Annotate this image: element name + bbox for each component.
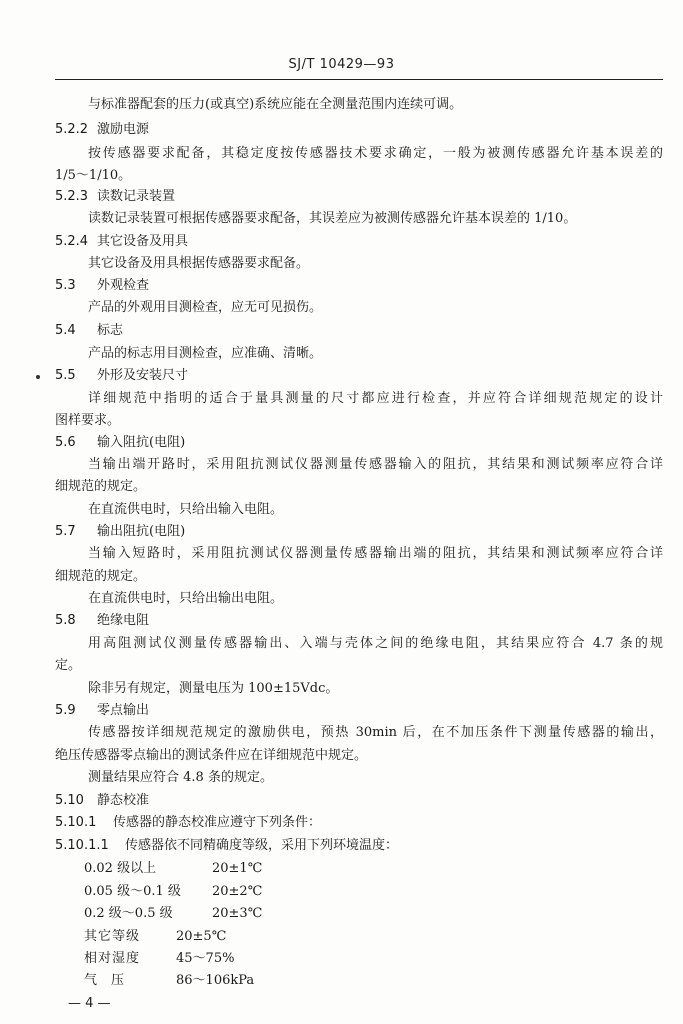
header-rule [55, 79, 663, 80]
section-heading-5-2-2 [55, 122, 149, 138]
section-number: 5.6 [55, 435, 76, 450]
section-title: 静态校准 [97, 793, 150, 808]
section-number: 5.7 [55, 524, 76, 539]
section-title: 标志 [97, 323, 124, 338]
pressure-label: 气压 [84, 973, 139, 988]
paragraph-line: 测量结果应符合 4.8 条的规定。 [88, 770, 273, 785]
paragraph-line: 当输入短路时，采用阻抗测试仪器测量传感器输出端的阻抗，其结果和测试频率应符合详 [88, 546, 663, 561]
section-heading-5-10-1 [55, 815, 321, 831]
section-heading-5-10 [55, 793, 149, 809]
section-heading-5-5 [55, 368, 188, 384]
paragraph-line: 与标准器配套的压力(或真空)系统应能在全测量范围内连续可调。 [88, 97, 463, 112]
section-heading-5-10-1-1 [55, 838, 398, 854]
section-number: 5.8 [55, 613, 76, 628]
margin-mark [36, 375, 40, 379]
temperature-value: 20±3℃ [212, 906, 263, 921]
paragraph-line: 产品的标志用目测检查，应准确、清晰。 [88, 346, 323, 361]
section-title: 输出阻抗(电阻) [97, 524, 186, 539]
paragraph-line: 读数记录装置可根据传感器要求配备，其误差应为被测传感器允许基本误差的 1/10。 [88, 211, 577, 226]
section-number: 5.2.4 [55, 234, 89, 249]
section-number: 5.5 [55, 368, 76, 383]
section-title: 输入阻抗(电阻) [97, 435, 186, 450]
section-title: 传感器的静态校准应遵守下列条件： [113, 815, 322, 830]
temperature-value: 20±1℃ [212, 861, 263, 876]
section-heading-5-9 [55, 703, 149, 719]
accuracy-level: 0.05 级～0.1 级 [84, 884, 181, 899]
section-number: 5.10 [55, 793, 84, 808]
paragraph-line: 按传感器要求配备，其稳定度按传感器技术要求确定，一般为被测传感器允许基本误差的 [88, 146, 663, 161]
section-number: 5.10.1.1 [55, 838, 109, 853]
pressure-row [84, 973, 254, 989]
section-heading-5-2-4 [55, 234, 188, 250]
temperature-row [84, 884, 262, 900]
paragraph-line: 图样要求。 [55, 413, 121, 428]
section-heading-5-7 [55, 524, 185, 540]
paragraph-line: 定。 [55, 658, 82, 673]
paragraph-line: 1/5～1/10。 [55, 168, 132, 183]
accuracy-level: 其它等级 [84, 929, 141, 944]
humidity-label: 相对湿度 [84, 951, 141, 966]
temperature-row [84, 929, 226, 945]
page-number: — 4 — [68, 996, 111, 1011]
paragraph-line: 产品的外观用目测检查，应无可见损伤。 [88, 300, 323, 315]
section-number: 5.10.1 [55, 815, 97, 830]
paragraph-line: 详细规范中指明的适合于量具测量的尺寸都应进行检查，并应符合详细规范规定的设计 [88, 391, 663, 406]
paragraph-line: 在直流供电时，只给出输入电阻。 [88, 502, 284, 517]
section-heading-5-3 [55, 278, 149, 294]
humidity-value: 45～75% [176, 951, 235, 966]
paragraph-line: 细规范的规定。 [55, 479, 147, 494]
accuracy-level: 0.2 级～0.5 级 [84, 906, 173, 921]
paragraph-line: 传感器按详细规范规定的激励供电，预热 30min 后，在不加压条件下测量传感器的输出， [88, 725, 663, 740]
section-number: 5.9 [55, 703, 76, 718]
section-heading-5-6 [55, 435, 185, 451]
section-title: 激励电源 [97, 122, 150, 137]
temperature-value: 20±5℃ [176, 929, 227, 944]
temperature-row [84, 861, 262, 877]
paragraph-line: 绝压传感器零点输出的测试条件应在详细规范中规定。 [55, 748, 368, 763]
pressure-value: 86～106kPa [176, 973, 255, 988]
section-title: 传感器依不同精确度等级，采用下列环境温度： [125, 838, 399, 853]
humidity-row [84, 951, 234, 967]
paragraph-line: 用高阻测试仪测量传感器输出、入端与壳体之间的绝缘电阻，其结果应符合 4.7 条的规 [88, 636, 663, 651]
paragraph-line: 在直流供电时，只给出输出电阻。 [88, 591, 284, 606]
section-title: 读数记录装置 [97, 189, 176, 204]
section-title: 其它设备及用具 [97, 234, 189, 249]
temperature-value: 20±2℃ [212, 884, 263, 899]
section-title: 零点输出 [97, 703, 150, 718]
section-title: 绝缘电阻 [97, 613, 150, 628]
section-title: 外观检查 [97, 278, 150, 293]
paragraph-line: 其它设备及用具根据传感器要求配备。 [88, 256, 310, 271]
section-number: 5.2.2 [55, 122, 89, 137]
section-heading-5-2-3 [55, 189, 175, 205]
section-heading-5-8 [55, 613, 149, 629]
section-number: 5.4 [55, 323, 76, 338]
section-heading-5-4 [55, 323, 123, 339]
paragraph-line: 细规范的规定。 [55, 569, 147, 584]
paragraph-line: 除非另有规定，测量电压为 100±15Vdc。 [88, 681, 339, 696]
temperature-row [84, 906, 262, 922]
section-number: 5.3 [55, 278, 76, 293]
section-number: 5.2.3 [55, 189, 89, 204]
paragraph-line: 当输出端开路时，采用阻抗测试仪器测量传感器输入的阻抗，其结果和测试频率应符合详 [88, 457, 663, 472]
standard-code-header: SJ/T 10429—93 [288, 57, 395, 72]
section-title: 外形及安装尺寸 [97, 368, 189, 383]
accuracy-level: 0.02 级以上 [84, 861, 157, 876]
